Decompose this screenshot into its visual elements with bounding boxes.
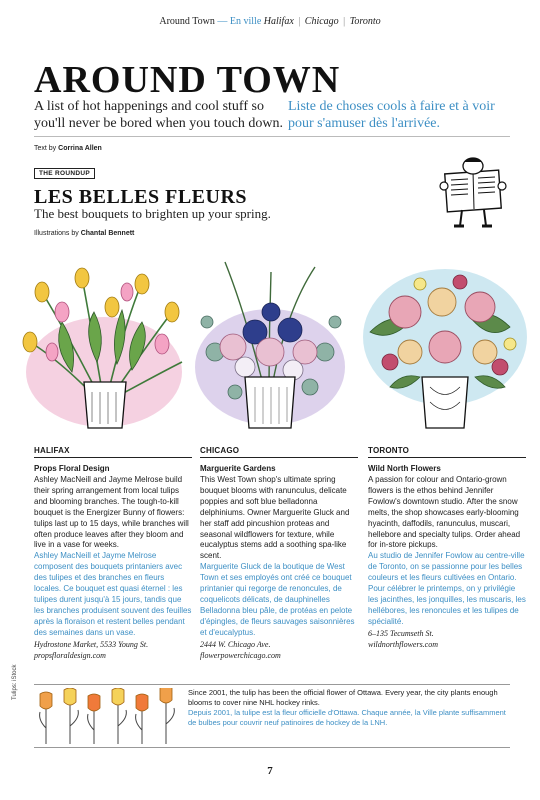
header-divider — [34, 136, 510, 137]
running-head-separator: | — [298, 16, 301, 27]
halifax-column — [34, 446, 192, 661]
photo-credit: Tulips: iStock — [12, 664, 18, 700]
shop-address: 6–135 Tecumseth St. — [368, 628, 434, 638]
section-title: LES BELLES FLEURS — [34, 186, 248, 208]
tulip-fact-french: Depuis 2001, la tulipe est la fleur officielle d'Ottawa. Chaque année, la Ville plante suffisamment de bulbes pour couvrir neuf patinoires de hockey de la LNH. — [188, 708, 506, 727]
description-english: A passion for colour and Ontario-grown flowers is the ethos behind Jennifer Fowlow's downtown studio. After the snow melts, the shop showcases early-blooming hyacinth, daffodils, ranunculus, muscari, hellebore and specialty tulips. Order ahead for in-store pickups. — [368, 475, 521, 550]
byline — [34, 145, 102, 152]
shop-name: Wild North Flowers — [368, 464, 441, 473]
running-head-fr: En ville — [229, 16, 262, 27]
chicago-column — [200, 446, 358, 661]
running-head-city-toronto: Toronto — [349, 16, 381, 27]
shop-website: flowerpowerchicago.com — [200, 650, 281, 660]
chicago-bouquet-illustration — [185, 252, 355, 432]
halifax-bouquet-illustration — [12, 252, 192, 432]
shop-name: Props Floral Design — [34, 464, 110, 473]
illustrations-credit — [34, 230, 134, 237]
newspaper-reader-illustration — [432, 156, 514, 232]
shop-website: propsfloraldesign.com — [34, 650, 106, 660]
description-french: Marguerite Gluck de la boutique de West Town et ses employés ont créé ce bouquet printanier qui regorge de renoncules, de coquelicots délicats, de dauphinelles Belladonna bleu pâle, de protéas en pelote d'épingles, de fleurs sauvages saisonnières et d'eucalyptus. — [200, 562, 355, 637]
running-head-city-chicago: Chicago — [304, 16, 339, 27]
shop-name: Marguerite Gardens — [200, 464, 276, 473]
description-english: Ashley MacNeill and Jayme Melrose build their spring arrangement from local tulips and blooming branches. The tough-to-kill bouquet is the Energizer Bunny of flowers: tulips last up to 15 days, while branches will often produce leaves after they bloom and live in a vase for weeks. — [34, 475, 189, 550]
section-tag: THE ROUNDUP — [34, 168, 95, 179]
description-english: This West Town shop's ultimate spring bouquet blooms with ranunculus, delicate poppies and soft blue belladonna delphiniums. Owner Marguerite Gluck and her staff add pincushion proteas and seasonal wildflowers for texture, while eucalyptus stems add a soothing spa-like scent. — [200, 475, 350, 561]
page-title: AROUND TOWN — [34, 59, 341, 101]
running-head-separator: | — [343, 16, 346, 27]
page-number: 7 — [267, 765, 273, 777]
shop-address: Hydrostone Market, 5533 Young St. — [34, 639, 149, 649]
shop-website: wildnorthflowers.com — [368, 639, 439, 649]
running-head — [0, 16, 540, 27]
tulips-illustration — [34, 688, 184, 744]
city-heading: HALIFAX — [34, 446, 192, 458]
description-french: Ashley MacNeill et Jayme Melrose composent des bouquets printaniers avec des tulipes et des branches en fleurs locales. Ce bouquet est quasi éternel : les tulipes durent jusqu'à 15 jours, tandis que les branches produisent souvent des feuilles après la floraison et restent belles pendant des semaines dans un vase. — [34, 551, 192, 637]
intro-english: A list of hot happenings and cool stuff so you'll never be bored when you touch down. — [34, 99, 284, 131]
intro-french: Liste de choses cools à faire et à voir pour s'amuser dès l'arrivée. — [288, 99, 495, 131]
byline-author: Corrina Allen — [58, 145, 102, 152]
shop-address: 2444 W. Chicago Ave. — [200, 639, 271, 649]
running-head-city-halifax: Halifax — [263, 16, 294, 27]
illustrations-label: Illustrations by — [34, 230, 79, 237]
toronto-bouquet-illustration — [350, 252, 530, 432]
toronto-column — [368, 446, 526, 650]
city-heading: CHICAGO — [200, 446, 358, 458]
section-subtitle: The best bouquets to brighten up your spring. — [34, 206, 271, 221]
byline-label: Text by — [34, 145, 57, 152]
tulip-fact-english: Since 2001, the tulip has been the official flower of Ottawa. Every year, the city plants enough blooms to cover nine NHL hockey rinks. — [188, 688, 498, 707]
description-french: Au studio de Jennifer Fowlow au centre-ville de Toronto, on se passionne pour les belles couleurs et les fleurs cultivées en Ontario. Pour célébrer le printemps, on y privilégie les jacinthes, les jonquilles, les muscaris, les hellébores, les renoncules et les tulipes de spécialité. — [368, 551, 526, 626]
running-head-en: Around Town — [159, 16, 215, 27]
illustrator-name: Chantal Bennett — [80, 230, 135, 237]
city-heading: TORONTO — [368, 446, 526, 458]
running-head-dash: — — [217, 16, 228, 27]
